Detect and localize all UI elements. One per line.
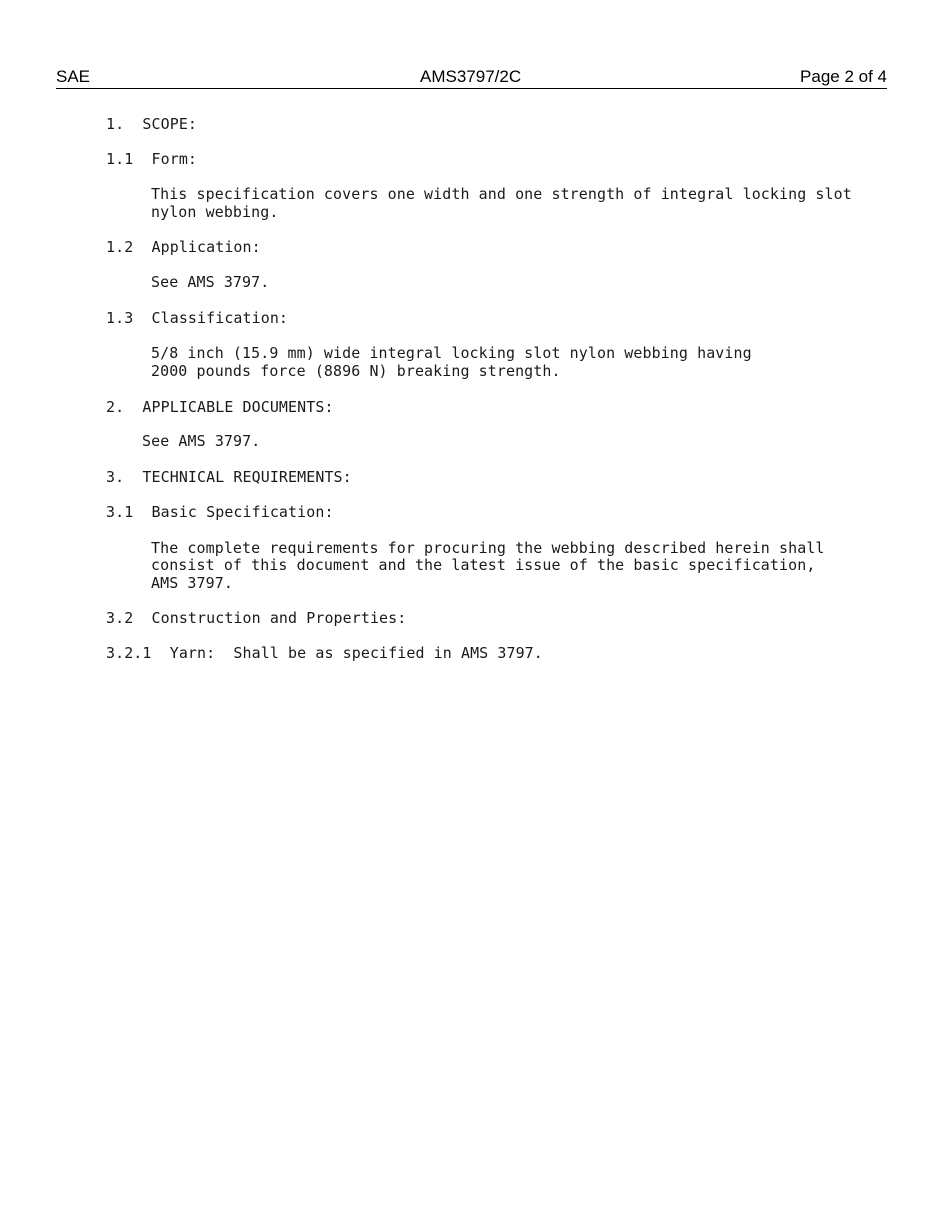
section-3-1-text-line2: consist of this document and the latest issue of the basic specification,	[151, 556, 816, 574]
section-3-1-heading: 3.1 Basic Specification:	[106, 503, 334, 521]
section-3-1-text-line1: The complete requirements for procuring the webbing described herein shall	[151, 539, 825, 557]
section-2-text: See AMS 3797.	[142, 432, 261, 450]
section-1-1-text-line1: This specification covers one width and one strength of integral locking slot	[151, 185, 852, 203]
header-page-number: Page 2 of 4	[800, 67, 887, 86]
page-header	[56, 66, 887, 89]
header-document-number: AMS3797/2C	[420, 67, 522, 86]
section-2-heading: 2. APPLICABLE DOCUMENTS:	[106, 398, 334, 416]
section-1-1-text-line2: nylon webbing.	[151, 203, 279, 221]
section-1-3-text-line2: 2000 pounds force (8896 N) breaking strength.	[151, 362, 561, 380]
section-3-2-heading: 3.2 Construction and Properties:	[106, 609, 407, 627]
section-3-2-1-text: 3.2.1 Yarn: Shall be as specified in AMS 3797.	[106, 644, 543, 662]
header-org: SAE	[56, 67, 91, 86]
section-1-2-heading: 1.2 Application:	[106, 238, 261, 256]
section-3-heading: 3. TECHNICAL REQUIREMENTS:	[106, 468, 352, 486]
section-1-2-text: See AMS 3797.	[151, 273, 270, 291]
section-1-1-heading: 1.1 Form:	[106, 150, 198, 168]
section-3-1-text-line3: AMS 3797.	[151, 574, 233, 592]
section-1-heading: 1. SCOPE:	[106, 115, 198, 133]
section-1-3-text-line1: 5/8 inch (15.9 mm) wide integral locking slot nylon webbing having	[151, 344, 752, 362]
section-1-3-heading: 1.3 Classification:	[106, 309, 289, 327]
